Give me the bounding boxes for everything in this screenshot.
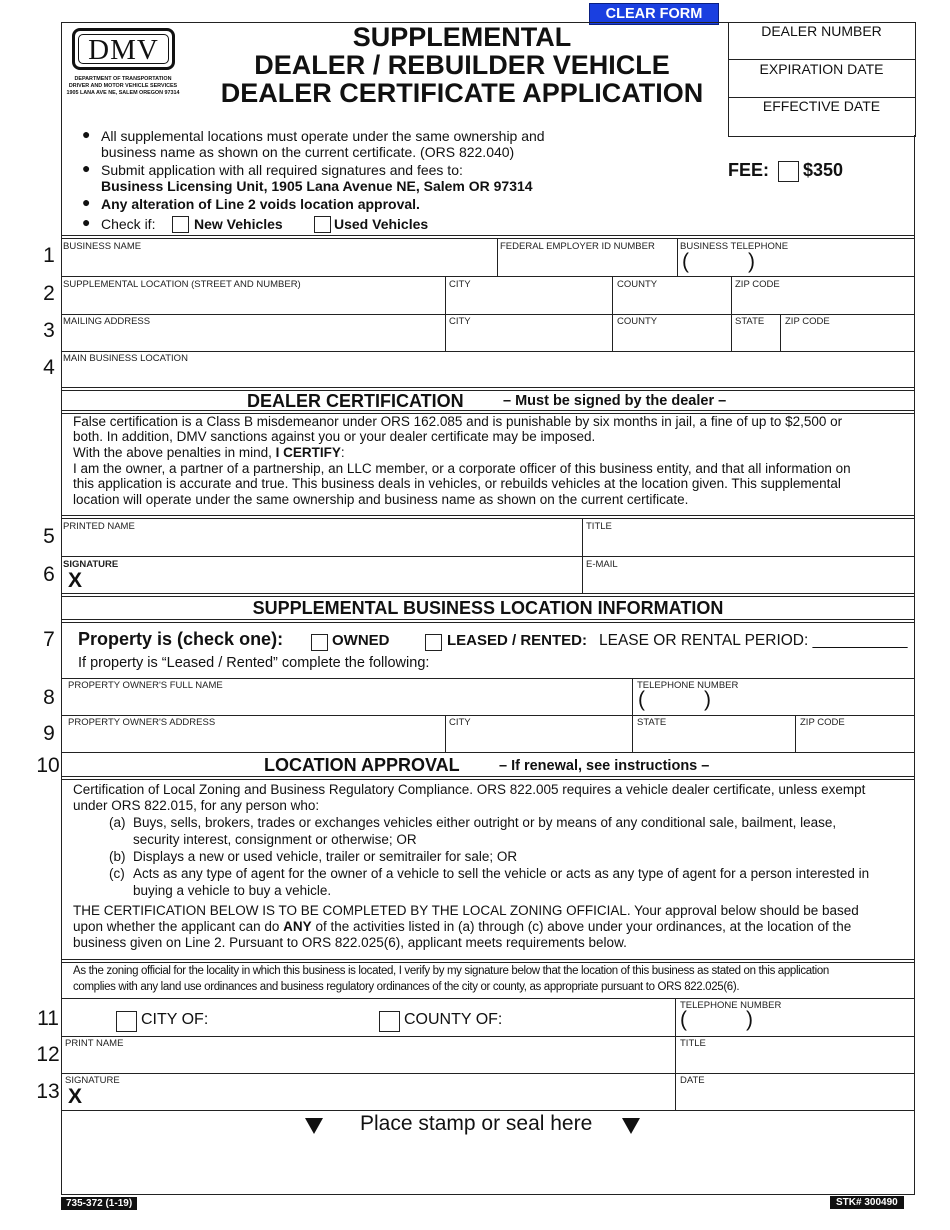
official-title-label: TITLE xyxy=(680,1038,706,1049)
official-signature-field[interactable] xyxy=(90,1086,674,1109)
line-number-4: 4 xyxy=(43,356,55,379)
owned-label: OWNED xyxy=(332,632,390,649)
owner-city-field[interactable] xyxy=(446,728,631,751)
approval-para2-a: THE CERTIFICATION BELOW IS TO BE COMPLETED BY THE LOCAL ZONING OFFICIAL. Your approval below should be based xyxy=(73,903,859,918)
official-signature-x: X xyxy=(68,1085,83,1108)
email-label: E-MAIL xyxy=(586,559,618,570)
line-number-3: 3 xyxy=(43,319,55,342)
line-number-9: 9 xyxy=(43,722,55,745)
printed-name-field[interactable] xyxy=(62,532,581,555)
line-number-5: 5 xyxy=(43,525,55,548)
i-certify-colon: : xyxy=(340,445,345,460)
dealer-cert-para2 xyxy=(73,445,345,461)
owned-checkbox[interactable] xyxy=(311,634,328,651)
official-phone-open-paren: ( xyxy=(680,1008,687,1031)
form-title-line2: DEALER / REBUILDER VEHICLE xyxy=(254,50,670,80)
dealer-certification-sub: – Must be signed by the dealer – xyxy=(503,393,727,409)
dmv-dept-line3: 1905 LANA AVE NE, SALEM OREGON 97314 xyxy=(66,90,180,96)
dmv-logo-inner: DMV xyxy=(78,34,169,64)
location-approval-heading: LOCATION APPROVAL xyxy=(264,755,460,775)
bullet-3: ● xyxy=(82,194,91,210)
line-number-1: 1 xyxy=(43,244,55,267)
business-telephone-label: BUSINESS TELEPHONE xyxy=(680,241,789,252)
dealer-signature-x: X xyxy=(68,569,83,592)
owner-address-field[interactable] xyxy=(62,728,444,751)
bullet-1: ● xyxy=(82,126,91,142)
owner-zip-field[interactable] xyxy=(796,728,913,751)
owner-state-label: STATE xyxy=(637,717,667,728)
mailing-county-label: COUNTY xyxy=(617,316,658,327)
bullet-2: ● xyxy=(82,160,91,176)
effective-date-label: EFFECTIVE DATE xyxy=(762,98,881,114)
mailing-state-label: STATE xyxy=(735,316,765,327)
line-number-11: 11 xyxy=(37,1007,59,1030)
bullet-4: ● xyxy=(82,214,91,230)
stamp-area xyxy=(62,1112,913,1193)
line-number-13: 13 xyxy=(36,1080,60,1103)
office-use-box xyxy=(728,22,916,137)
approval-item-a-line2: security interest, consignment or otherwise; OR xyxy=(133,832,417,847)
owner-telephone-label: TELEPHONE NUMBER xyxy=(637,680,739,691)
fein-label: FEDERAL EMPLOYER ID NUMBER xyxy=(500,241,655,252)
official-print-name-field[interactable] xyxy=(62,1049,674,1072)
approval-item-b-line1: Displays a new or used vehicle, trailer or semitrailer for sale; OR xyxy=(133,849,518,864)
dealer-title-label: TITLE xyxy=(586,521,612,532)
owner-phone-open-paren: ( xyxy=(638,688,645,711)
mailing-zip-field[interactable] xyxy=(781,327,913,350)
line-number-12: 12 xyxy=(36,1043,60,1066)
mailing-county-field[interactable] xyxy=(613,327,730,350)
bullet-2-line-b: Business Licensing Unit, 1905 Lana Avenue NE, Salem OR 97314 xyxy=(101,178,533,194)
city-of-label: CITY OF: xyxy=(141,1011,209,1028)
mailing-city-field[interactable] xyxy=(446,327,611,350)
new-vehicles-checkbox[interactable] xyxy=(172,216,189,233)
county-of-checkbox[interactable] xyxy=(379,1011,400,1032)
approval-item-c-mark: (c) xyxy=(109,866,125,881)
bullet-2-line-a: Submit application with all required signatures and fees to: xyxy=(101,162,463,178)
main-location-field[interactable] xyxy=(62,364,913,386)
form-number: 735-372 (1-19) xyxy=(61,1197,137,1210)
leased-label: LEASED / RENTED: xyxy=(447,632,588,649)
supp-location-field[interactable] xyxy=(62,290,444,313)
dealer-cert-para1-b: both. In addition, DMV sanctions against you or your dealer certificate may be imposed. xyxy=(73,429,596,444)
expiration-date-label: EXPIRATION DATE xyxy=(759,61,884,77)
mailing-address-label: MAILING ADDRESS xyxy=(63,316,151,327)
official-signature-label: SIGNATURE xyxy=(65,1075,120,1086)
bullet-1-line-a: All supplemental locations must operate under the same ownership and xyxy=(101,128,545,144)
official-telephone-field[interactable] xyxy=(676,1011,913,1035)
used-vehicles-label: Used Vehicles xyxy=(334,216,429,232)
owner-zip-label: ZIP CODE xyxy=(800,717,845,728)
supp-city-label: CITY xyxy=(449,279,471,290)
dmv-logo xyxy=(72,28,175,70)
dealer-cert-para3-c: location will operate under the same ownership and business name as shown on the current certificate. xyxy=(73,492,689,507)
i-certify-text: I CERTIFY xyxy=(275,445,341,460)
fee-checkbox[interactable] xyxy=(778,161,799,182)
dealer-signature-field[interactable] xyxy=(90,570,580,592)
dmv-dept-line1: DEPARTMENT OF TRANSPORTATION xyxy=(74,76,172,82)
approval-para2-b3: of the activities listed in (a) through (c) above under your ordinances, at the location of the xyxy=(315,919,852,934)
bullet-3-text: Any alteration of Line 2 voids location approval. xyxy=(101,196,420,212)
official-date-field[interactable] xyxy=(676,1086,913,1109)
business-name-label: BUSINESS NAME xyxy=(63,241,142,252)
clear-form-button[interactable]: CLEAR FORM xyxy=(589,3,719,25)
email-field[interactable] xyxy=(583,570,913,592)
line-number-8: 8 xyxy=(43,686,55,709)
approval-item-a-line1: Buys, sells, brokers, trades or exchanges vehicles either outright or by means of any conditional sale, bailment, lease, xyxy=(133,815,837,830)
used-vehicles-checkbox[interactable] xyxy=(314,216,331,233)
line-number-2: 2 xyxy=(43,282,55,305)
check-if-label: Check if: xyxy=(101,216,156,232)
line-number-7: 7 xyxy=(43,628,55,651)
city-of-checkbox[interactable] xyxy=(116,1011,137,1032)
zoning-verify-line1: As the zoning official for the locality in which this business is located, I verify by my signature below that the location of this business as stated on this application xyxy=(73,965,829,977)
mailing-city-label: CITY xyxy=(449,316,471,327)
supp-zip-field[interactable] xyxy=(732,290,913,313)
leased-checkbox[interactable] xyxy=(425,634,442,651)
dealer-cert-para3-a: I am the owner, a partner of a partnership, an LLC member, or a corporate officer of this business entity, and that all information on xyxy=(73,461,851,476)
supp-zip-label: ZIP CODE xyxy=(735,279,780,290)
location-approval-sub: – If renewal, see instructions – xyxy=(499,758,710,774)
stamp-instruction: Place stamp or seal here xyxy=(360,1112,593,1135)
approval-item-a-mark: (a) xyxy=(109,815,126,830)
supp-info-heading: SUPPLEMENTAL BUSINESS LOCATION INFORMATION xyxy=(252,598,724,618)
approval-para1-b: under ORS 822.015, for any person who: xyxy=(73,798,320,813)
approval-any-text: ANY xyxy=(283,919,312,934)
if-leased-instruction: If property is “Leased / Rented” complete the following: xyxy=(78,655,430,671)
mailing-state-field[interactable] xyxy=(732,327,779,350)
approval-item-c-line1: Acts as any type of agent for the owner of a vehicle to sell the vehicle or acts as any type of agent for a person interested in xyxy=(133,866,870,881)
supp-location-label: SUPPLEMENTAL LOCATION (STREET AND NUMBER) xyxy=(63,279,301,290)
county-of-label: COUNTY OF: xyxy=(404,1011,503,1028)
county-of-field[interactable] xyxy=(505,1008,670,1032)
dealer-certification-heading: DEALER CERTIFICATION xyxy=(247,391,464,411)
stock-number: STK# 300490 xyxy=(830,1196,904,1209)
owner-state-field[interactable] xyxy=(633,728,794,751)
supp-county-field[interactable] xyxy=(613,290,730,313)
official-title-field[interactable] xyxy=(676,1049,913,1072)
official-phone-close-paren: ) xyxy=(746,1008,753,1031)
signature-label: SIGNATURE xyxy=(63,559,119,570)
official-print-name-label: PRINT NAME xyxy=(65,1038,124,1049)
approval-item-c-line2: buying a vehicle to buy a vehicle. xyxy=(133,883,332,898)
official-telephone-label: TELEPHONE NUMBER xyxy=(680,1000,782,1011)
approval-item-b-mark: (b) xyxy=(109,849,126,864)
business-name-field[interactable] xyxy=(62,252,496,275)
dmv-dept-line2: DRIVER AND MOTOR VEHICLE SERVICES xyxy=(68,83,178,89)
city-of-field[interactable] xyxy=(215,1008,370,1032)
dealer-cert-para2-text: With the above penalties in mind, xyxy=(73,445,272,460)
line-number-6: 6 xyxy=(43,563,55,586)
dealer-cert-para3-b: this application is accurate and true. This business deals in vehicles, or rebuilds vehicles at the location given. This supplemental xyxy=(73,476,841,491)
approval-para2-b xyxy=(73,919,851,935)
supp-county-label: COUNTY xyxy=(617,279,658,290)
owner-telephone-field[interactable] xyxy=(633,691,913,714)
approval-para2-b1: upon whether the applicant can do xyxy=(73,919,280,934)
bullet-1-line-b: business name as shown on the current certificate. (ORS 822.040) xyxy=(101,144,515,160)
fee-amount: $350 xyxy=(803,160,844,180)
owner-address-label: PROPERTY OWNER'S ADDRESS xyxy=(68,717,216,728)
supp-city-field[interactable] xyxy=(446,290,611,313)
fee-label: FEE: xyxy=(728,160,770,180)
business-phone-close-paren: ) xyxy=(748,250,755,273)
mailing-address-field[interactable] xyxy=(62,327,444,350)
lease-period-label: LEASE OR RENTAL PERIOD: ___________ xyxy=(599,632,908,649)
dealer-number-label: DEALER NUMBER xyxy=(761,23,882,39)
owner-phone-close-paren: ) xyxy=(704,688,711,711)
mailing-zip-label: ZIP CODE xyxy=(785,316,830,327)
property-label: Property is (check one): xyxy=(78,629,284,649)
dealer-cert-para1-a: False certification is a Class B misdemeanor under ORS 162.085 and is punishable by six months in jail, a fine of up to $2,500 or xyxy=(73,414,843,429)
printed-name-label: PRINTED NAME xyxy=(63,521,135,532)
fein-field[interactable] xyxy=(498,252,676,275)
main-location-label: MAIN BUSINESS LOCATION xyxy=(63,353,188,364)
form-title-line1: SUPPLEMENTAL xyxy=(352,22,572,52)
form-title-line3: DEALER CERTIFICATE APPLICATION xyxy=(220,78,704,108)
owner-name-field[interactable] xyxy=(62,691,631,714)
owner-city-label: CITY xyxy=(449,717,471,728)
zoning-verify-line2: complies with any land use ordinances and business regulatory ordinances of the city or county, as appropriate pursuant to ORS 822.025(6). xyxy=(73,981,740,993)
new-vehicles-label: New Vehicles xyxy=(194,216,283,232)
dealer-title-field[interactable] xyxy=(583,532,913,555)
approval-para2-c: business given on Line 2. Pursuant to ORS 822.025(6), applicant meets requirements below. xyxy=(73,935,627,950)
official-date-label: DATE xyxy=(680,1075,705,1086)
approval-para1-a: Certification of Local Zoning and Business Regulatory Compliance. ORS 822.005 requires a vehicle dealer certificate, unless exempt xyxy=(73,782,866,797)
business-telephone-field[interactable] xyxy=(678,252,913,275)
owner-name-label: PROPERTY OWNER'S FULL NAME xyxy=(68,680,223,691)
business-phone-open-paren: ( xyxy=(682,250,689,273)
line-number-10: 10 xyxy=(36,754,60,777)
